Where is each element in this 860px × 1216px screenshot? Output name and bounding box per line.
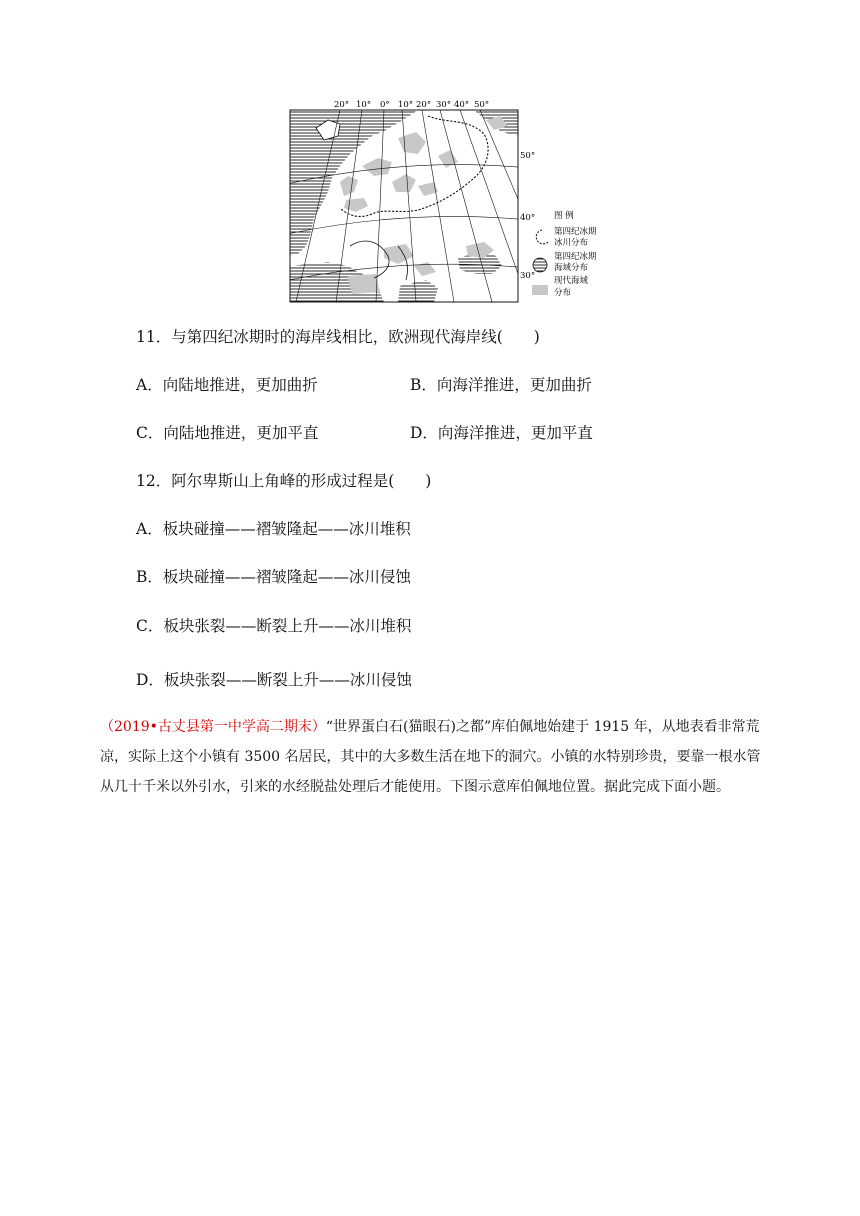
passage-source: （2019•古丈县第一中学高二期末）	[100, 719, 326, 735]
glacier-legend-symbol	[536, 230, 548, 244]
lon-label: 20°	[416, 100, 432, 110]
legend-title: 图 例	[554, 211, 574, 221]
legend-item-glacier: 冰川分布	[554, 238, 589, 248]
q11-option-d[interactable]: D．向海洋推进，更加平直	[410, 424, 593, 442]
q11-option-c[interactable]: C．向陆地推进，更加平直	[136, 424, 319, 442]
question-12-stem: 12．阿尔卑斯山上角峰的形成过程是( )	[136, 472, 432, 490]
q11-option-a[interactable]: A．向陆地推进，更加曲折	[136, 376, 318, 394]
modern-sea-legend-symbol	[532, 285, 548, 295]
legend-item-modern-sea: 分布	[554, 288, 572, 298]
lon-label: 30°	[436, 100, 452, 110]
passage-text: “世界蛋白石(猫眼石)之都”库伯佩地始建于 1915 年，从地表看非常荒凉，实际上这个小镇有 3500 名居民，其中的大多数生活在地下的洞穴。小镇的水特别珍贵，要靠一根水管从几十千米以外引水，引来的水经脱盐处理后才能使用。下图示意库伯佩地位置。据此完成下面小题。	[100, 719, 761, 795]
q12-option-a[interactable]: A．板块碰撞——褶皱隆起——冰川堆积	[136, 520, 411, 538]
q12-option-c[interactable]: C．板块张裂——断裂上升——冰川堆积	[136, 617, 412, 635]
q12-option-b[interactable]: B．板块碰撞——褶皱隆起——冰川侵蚀	[136, 568, 411, 586]
lon-label: 50°	[474, 100, 490, 110]
legend-item-glacial-sea: 第四纪冰期	[554, 252, 597, 262]
question-11-stem: 11．与第四纪冰期时的海岸线相比，欧洲现代海岸线( )	[136, 328, 540, 346]
lon-label: 10°	[398, 100, 414, 110]
lon-label: 0°	[380, 100, 390, 110]
lon-label: 10°	[356, 100, 372, 110]
legend-item-glacial-sea: 海域分布	[554, 263, 589, 273]
q11-option-b[interactable]: B．向海洋推进，更加曲折	[410, 376, 592, 394]
lat-label: 30°	[520, 271, 536, 281]
legend-item-glacier: 第四纪冰期	[554, 227, 597, 237]
map-legend	[532, 210, 597, 298]
lon-label: 20°	[334, 100, 350, 110]
q12-option-d[interactable]: D．板块张裂——断裂上升——冰川侵蚀	[136, 671, 412, 689]
reading-passage	[100, 712, 765, 802]
legend-item-modern-sea: 现代海域	[554, 276, 589, 286]
lat-label: 40°	[520, 213, 536, 223]
europe-glacial-map	[288, 96, 628, 308]
map-body	[288, 110, 538, 302]
map-svg	[288, 96, 628, 308]
glacial-sea-legend-symbol	[533, 258, 547, 272]
lat-label: 50°	[520, 151, 536, 161]
lon-label: 40°	[454, 100, 470, 110]
